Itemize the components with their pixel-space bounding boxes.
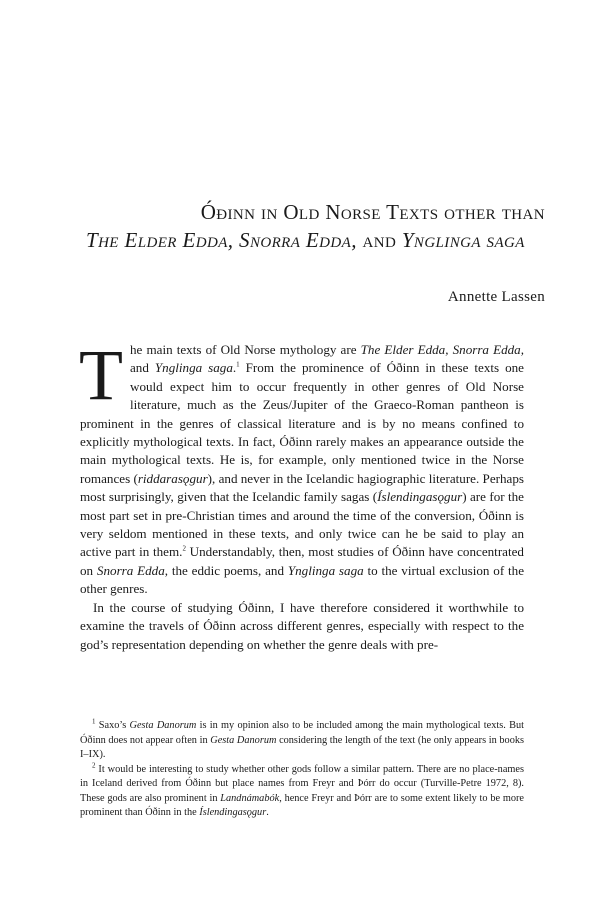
italic-title: Gesta Danorum bbox=[210, 734, 277, 746]
title-italic-part-2: Ynglinga saga bbox=[401, 228, 525, 252]
chapter-title bbox=[0, 198, 603, 254]
italic-title: Gesta Danorum bbox=[129, 720, 197, 731]
text-run: ), and never in the Icelandic hagiographic literature. Perhaps most surprisingly, given that the Icelandic family sagas ( bbox=[80, 470, 524, 505]
title-italic-part-1: The Elder Edda, Snorra Edda, bbox=[86, 228, 357, 252]
italic-term: Íslendingasǫgur bbox=[377, 489, 463, 505]
text-run: considering the length of the text (he only appears in books I–IX). bbox=[80, 734, 525, 760]
text-run: It would be interesting to study whether other gods follow a similar pattern. There are no place-names in Iceland derived from Óðinn but place names from Freyr and Þórr do occur (Turville-Petre 1972, 8). These gods are also prominent in bbox=[80, 763, 524, 804]
text-run: ) are for the most part set in pre-Christian times and around the time of the conversion, Óðinn is very seldom mentioned in these texts, and only twice can he be said to play an active part in them. bbox=[80, 489, 524, 560]
italic-title: Landnámabók bbox=[220, 792, 280, 804]
footnote-ref-2: 2 bbox=[182, 545, 186, 554]
text-run: Saxo’s bbox=[95, 720, 130, 731]
italic-title: Ynglinga saga bbox=[287, 562, 364, 578]
text-run: , hence Freyr and Þórr are to some extent likely to be more prominent than Óðinn in the bbox=[80, 792, 524, 818]
text-run: is in my opinion also to be included among the main mythological texts. But Óðinn does not appear often in bbox=[80, 720, 524, 746]
text-run: . bbox=[232, 360, 237, 376]
footnote-number: 2 bbox=[92, 761, 96, 770]
paragraph-2: In the course of studying Óðinn, I have therefore considered it worthwhile to examine the travels of Óðinn across different genres, especially with respect to the god’s representation depending on whether the genre deals with pre- bbox=[80, 599, 524, 652]
drop-cap: T bbox=[79, 335, 123, 415]
text-run: he main texts of Old Norse mythology are bbox=[129, 342, 361, 357]
title-line-1: Óðinn in Old Norse Texts other than bbox=[200, 200, 545, 224]
footnote-2 bbox=[80, 763, 524, 821]
paragraph-1 bbox=[79, 335, 524, 599]
footnotes bbox=[80, 719, 524, 821]
italic-term: Íslendingasǫgur bbox=[199, 807, 267, 818]
italic-title: The Elder Edda, Snorra Edda, bbox=[360, 342, 524, 357]
title-line-2 bbox=[0, 226, 603, 254]
italic-term: riddarasǫgur bbox=[137, 470, 208, 486]
text-run: , the eddic poems, and bbox=[164, 562, 288, 578]
text-run: and bbox=[129, 360, 155, 376]
footnote-number: 1 bbox=[92, 717, 96, 726]
text-run: . bbox=[266, 807, 269, 818]
text-run: From the prominence of Óðinn in these texts one would expect him to occur frequently in other genres of Old Norse literature, much as the Zeus/Jupiter of the Graeco-Roman pantheon is prominent in the genres of classical literature and is by no means confined to explicitly mythological texts. In fact, Óðinn rarely makes an appearance outside the main mythological texts. He is, for example, only mentioned twice in the Norse romances ( bbox=[80, 360, 524, 486]
italic-title: Ynglinga saga bbox=[154, 360, 233, 376]
title-plain-part: and bbox=[356, 228, 402, 252]
author-name: Annette Lassen bbox=[447, 289, 545, 305]
footnote-1 bbox=[80, 719, 524, 763]
footnote-ref-1: 1 bbox=[236, 361, 240, 370]
text-run: to the virtual exclusion of the other genres. bbox=[80, 562, 524, 597]
italic-title: Snorra Edda bbox=[96, 562, 165, 578]
main-text bbox=[79, 335, 524, 654]
text-run: Understandably, then, most studies of Óðinn have concentrated on bbox=[80, 544, 524, 578]
